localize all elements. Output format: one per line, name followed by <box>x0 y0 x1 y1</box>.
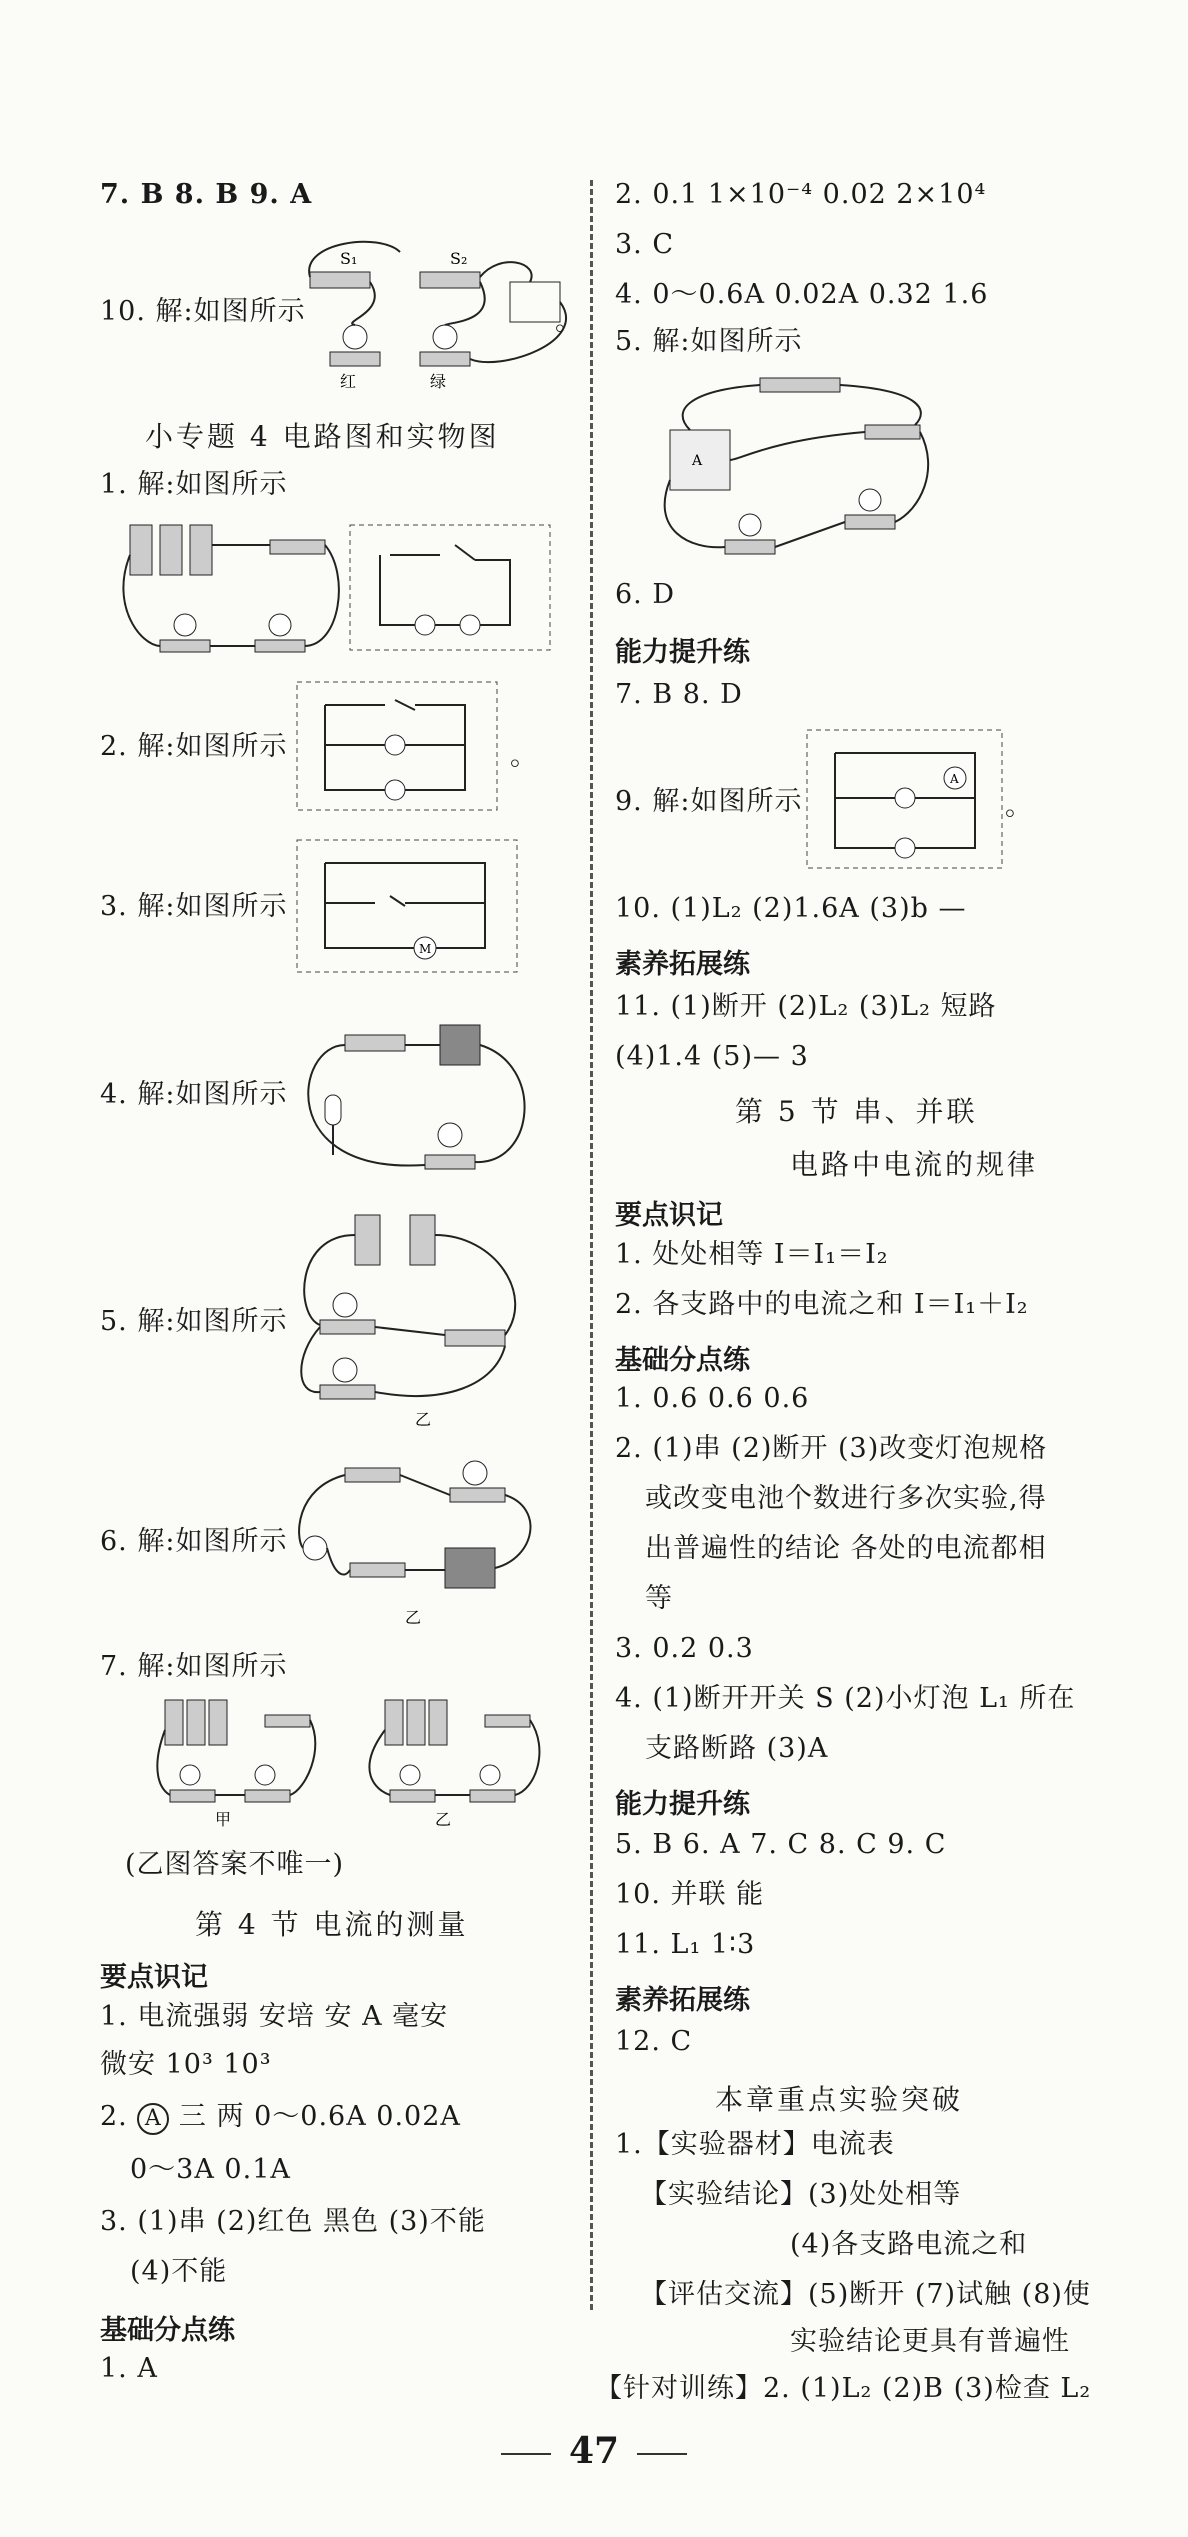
period-q2: 。 <box>510 741 538 772</box>
circuit-figure-q3 <box>295 838 525 978</box>
n-line-5: 5. B 6. A 7. C 8. C 9. C <box>615 1829 947 1860</box>
r-line-11a: 11. (1)断开 (2)L₂ (3)L₂ 短路 <box>615 991 997 1022</box>
circuit-figure-q7 <box>155 1690 575 1830</box>
heading-yaodian: 要点识记 <box>100 1962 208 1993</box>
svg-text:A: A <box>950 772 959 786</box>
b-line-2d: 等 <box>645 1583 673 1614</box>
e-line-3: (4)各支路电流之和 <box>790 2229 1028 2260</box>
r-line-9: 9. 解:如图所示 <box>615 786 803 817</box>
r-line-5: 5. 解:如图所示 <box>615 326 803 357</box>
heading-jichu-2: 基础分点练 <box>615 1345 750 1376</box>
fig10-label-s2: S₂ <box>450 249 468 268</box>
b-line-2a: 2. (1)串 (2)断开 (3)改变灯泡规格 <box>615 1433 1048 1464</box>
heading-nengli-2: 能力提升练 <box>615 1789 750 1820</box>
b-line-2c: 出普遍性的结论 各处的电流都相 <box>645 1533 1047 1564</box>
y-line-1: 1. 处处相等 I＝I₁＝I₂ <box>615 1239 889 1270</box>
k2-line-a: 2. A 三 两 0～0.6A 0.02A <box>100 2100 461 2135</box>
page-number: 47 <box>0 2430 1188 2472</box>
k1-line-b: 微安 10³ 10³ <box>100 2049 272 2080</box>
b-line-3: 3. 0.2 0.3 <box>615 1633 754 1664</box>
e-line-6: 【针对训练】2. (1)L₂ (2)B (3)检查 L₂ <box>595 2373 1092 2404</box>
r-line-10: 10. (1)L₂ (2)1.6A (3)b — <box>615 893 967 924</box>
circuit-figure-q1 <box>120 515 560 665</box>
r-line-11b: (4)1.4 (5)— 3 <box>615 1041 809 1072</box>
answer-line-10: 10. 解:如图所示 <box>100 296 306 327</box>
n-line-11: 11. L₁ 1∶3 <box>615 1929 756 1960</box>
svg-text:A: A <box>692 453 703 469</box>
e-line-2: 【实验结论】(3)处处相等 <box>640 2179 962 2210</box>
b-line-2b: 或改变电池个数进行多次实验,得 <box>645 1483 1047 1514</box>
heading-nengli-1: 能力提升练 <box>615 637 750 668</box>
svg-text:M: M <box>419 942 432 956</box>
j1-line: 1. A <box>100 2353 158 2384</box>
k1-line-a: 1. 电流强弱 安培 安 A 毫安 <box>100 2001 449 2032</box>
b-line-1: 1. 0.6 0.6 0.6 <box>615 1383 810 1414</box>
circuit-figure-r9 <box>805 728 1005 873</box>
period-r9: 。 <box>1005 791 1033 822</box>
r-line-4: 4. 0～0.6A 0.02A 0.32 1.6 <box>615 279 989 310</box>
circuit-figure-r5 <box>650 370 950 570</box>
r-line-6: 6. D <box>615 579 675 610</box>
heading-suyang-1: 素养拓展练 <box>615 949 750 980</box>
circuit-figure-q2 <box>295 680 505 815</box>
q7-label-jia: 甲 <box>215 1810 232 1829</box>
k3-line-a: 3. (1)串 (2)红色 黑色 (3)不能 <box>100 2206 486 2237</box>
subtopic-q2: 2. 解:如图所示 <box>100 731 288 762</box>
e-line-4: 【评估交流】(5)断开 (7)试触 (8)使 <box>640 2279 1091 2310</box>
k2-line-b: 0～3A 0.1A <box>130 2154 291 2185</box>
circuit-figure-q6 <box>295 1448 555 1628</box>
ammeter-symbol: A <box>137 2103 169 2135</box>
subtopic-q3: 3. 解:如图所示 <box>100 891 288 922</box>
heading-suyang-2: 素养拓展练 <box>615 1985 750 2016</box>
fig10-label-red: 红 <box>340 372 357 391</box>
column-divider <box>590 180 593 2310</box>
e-line-5: 实验结论更具有普遍性 <box>790 2326 1070 2357</box>
q7-note: (乙图答案不唯一) <box>125 1849 345 1880</box>
r-line-3: 3. C <box>615 229 675 260</box>
subtopic-q1: 1. 解:如图所示 <box>100 469 288 500</box>
subtopic-q4: 4. 解:如图所示 <box>100 1079 288 1110</box>
y-line-2: 2. 各支路中的电流之和 I＝I₁＋I₂ <box>615 1289 1029 1320</box>
fig10-label-s1: S₁ <box>340 249 358 268</box>
subtopic-q6: 6. 解:如图所示 <box>100 1526 288 1557</box>
svg-text:乙: 乙 <box>415 1410 432 1429</box>
fig10-label-green: 绿 <box>430 372 447 391</box>
circuit-figure-q4 <box>295 1005 555 1180</box>
e-line-1: 1.【实验器材】电流表 <box>615 2129 895 2160</box>
b-line-4b: 支路断路 (3)A <box>645 1733 829 1764</box>
heading-yaodian-2: 要点识记 <box>615 1200 723 1231</box>
answer-line-7-9: 7. B 8. B 9. A <box>100 179 313 210</box>
subtopic-q5: 5. 解:如图所示 <box>100 1306 288 1337</box>
section-4-title: 第 4 节 电流的测量 <box>195 1908 469 1941</box>
period-10: 。 <box>555 306 583 337</box>
section-5-title-1: 第 5 节 串、并联 <box>735 1095 978 1128</box>
s-line-12: 12. C <box>615 2026 693 2057</box>
svg-text:乙: 乙 <box>405 1608 422 1627</box>
r-line-7: 7. B 8. D <box>615 679 743 710</box>
subtopic-4-title: 小专题 4 电路图和实物图 <box>145 420 500 453</box>
n-line-10: 10. 并联 能 <box>615 1879 765 1910</box>
experiment-title: 本章重点实验突破 <box>715 2083 964 2116</box>
circuit-figure-q5 <box>295 1205 555 1430</box>
k3-line-b: (4)不能 <box>130 2256 228 2287</box>
b-line-4a: 4. (1)断开开关 S (2)小灯泡 L₁ 所在 <box>615 1683 1076 1714</box>
r-line-2: 2. 0.1 1×10⁻⁴ 0.02 2×10⁴ <box>615 179 987 210</box>
q7-label-yi: 乙 <box>435 1810 452 1829</box>
section-5-title-2: 电路中电流的规律 <box>790 1148 1039 1181</box>
heading-jichu: 基础分点练 <box>100 2315 235 2346</box>
subtopic-q7: 7. 解:如图所示 <box>100 1651 288 1682</box>
